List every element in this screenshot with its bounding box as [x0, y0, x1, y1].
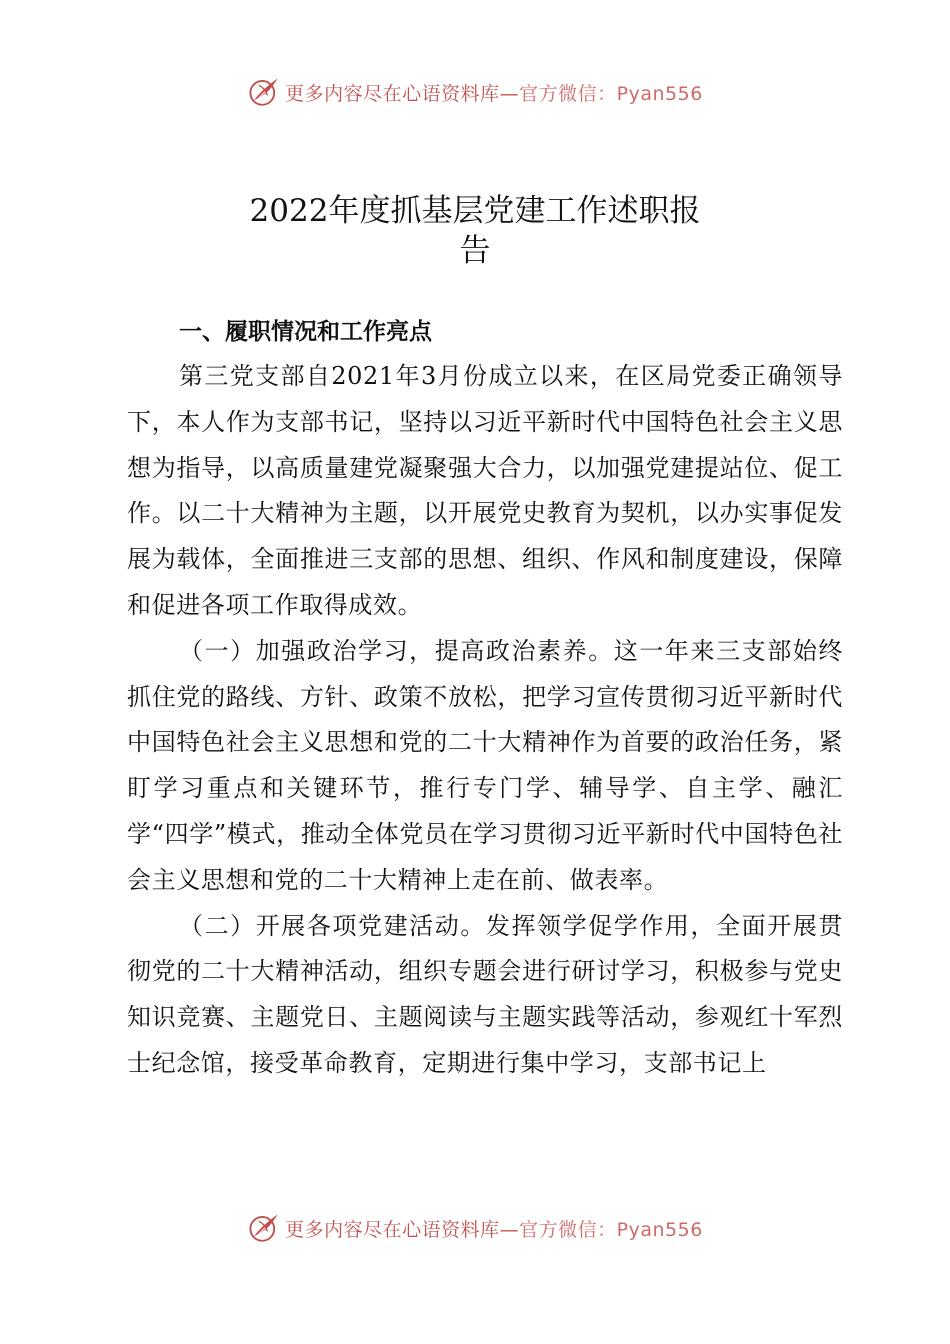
- document-title-line-1: 2022年度抓基层党建工作述职报: [249, 192, 701, 229]
- watermark-separator: —: [499, 1218, 520, 1241]
- watermark-separator: —: [499, 82, 520, 105]
- document-title-line-2: 告: [459, 232, 491, 269]
- section-heading: 一、履职情况和工作亮点: [179, 319, 432, 345]
- watermark-text: [285, 79, 703, 106]
- document-title: [0, 191, 950, 271]
- watermark-main-text: 更多内容尽在心语资料库: [285, 82, 500, 105]
- watermark-wechat-text: 官方微信：Pyan556: [519, 82, 703, 105]
- document-body: [127, 310, 843, 1087]
- header-watermark: [0, 72, 950, 112]
- watermark-text: [285, 1215, 703, 1242]
- footer-watermark: [0, 1208, 950, 1248]
- body-paragraph-intro: 第三党支部自2021年3月份成立以来，在区局党委正确领导下，本人作为支部书记，坚持以习近平新时代中国特色社会主义思想为指导，以高质量建党凝聚强大合力，以加强党建提站位、促工作。以二十大精神为主题，以开展党史教育为契机，以办实事促发展为载体，全面推进三支部的思想、组织、作风和制度建设，保障和促进各项工作取得成效。: [127, 362, 843, 619]
- watermark-main-text: 更多内容尽在心语资料库: [285, 1218, 500, 1241]
- feather-quill-logo-icon: [247, 75, 281, 109]
- watermark-wechat-text: 官方微信：Pyan556: [519, 1218, 703, 1241]
- body-paragraph-political-study: （一）加强政治学习，提高政治素养。这一年来三支部始终抓住党的路线、方针、政策不放松，把学习宣传贯彻习近平新时代中国特色社会主义思想和党的二十大精神作为首要的政治任务，紧盯学习重点和关键环节，推行专门学、辅导学、自主学、融汇学“四学”模式，推动全体党员在学习贯彻习近平新时代中国特色社会主义思想和党的二十大精神上走在前、做表率。: [127, 636, 843, 894]
- feather-quill-logo-icon: [247, 1211, 281, 1245]
- body-paragraph-party-activities: （二）开展各项党建活动。发挥领学促学作用，全面开展贯彻党的二十大精神活动，组织专题会进行研讨学习，积极参与党史知识竞赛、主题党日、主题阅读与主题实践等活动，参观红十军烈士纪念馆，接受革命教育，定期进行集中学习，支部书记上: [127, 911, 843, 1077]
